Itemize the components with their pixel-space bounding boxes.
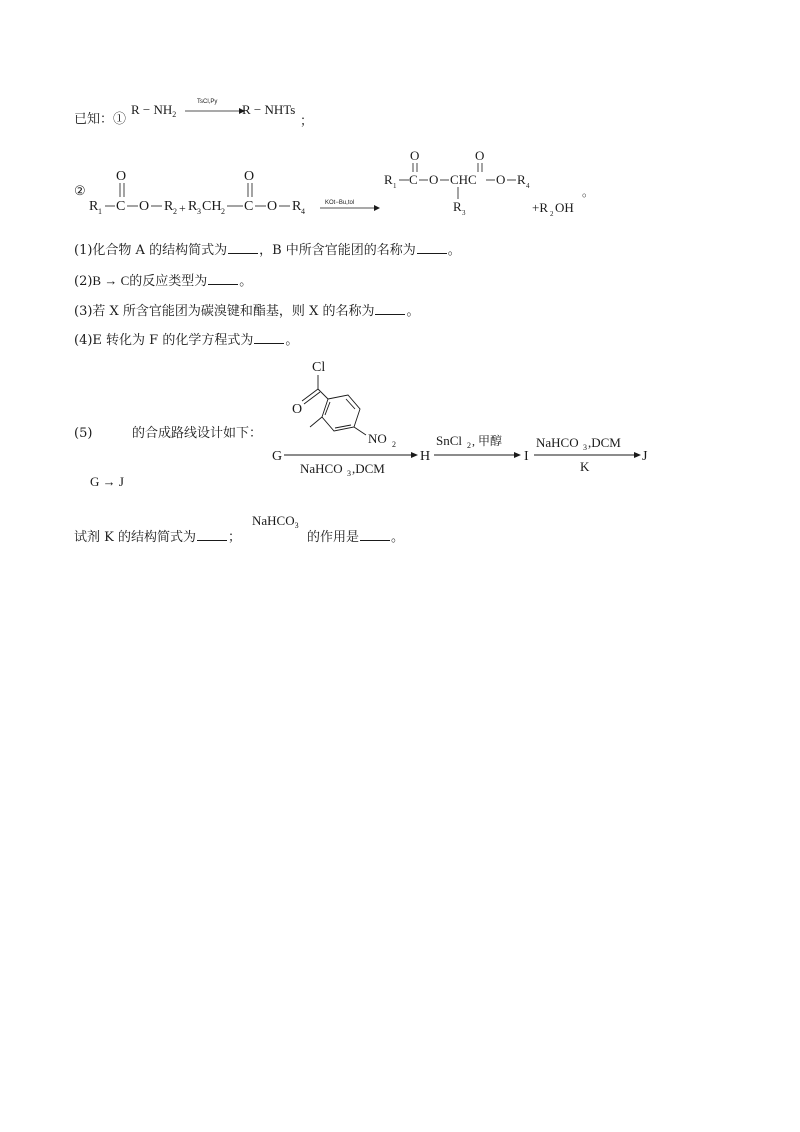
q5-last-text-c: 的作用是 bbox=[307, 530, 360, 545]
r2-O-top-1: O bbox=[116, 169, 127, 184]
r2-R4: R bbox=[292, 199, 302, 214]
r2-byproduct-end: OH bbox=[555, 200, 574, 215]
r2-prod-R1-sub: 1 bbox=[393, 182, 397, 190]
q1-text-a: (1)化合物 A 的结构简式为 bbox=[74, 243, 228, 258]
q1-end: 。 bbox=[447, 243, 461, 258]
question-3 bbox=[74, 303, 419, 320]
answer-blank[interactable] bbox=[197, 529, 227, 541]
step3-above-sub: 3 bbox=[583, 443, 587, 452]
q5-number: (5) bbox=[74, 426, 93, 441]
answer-blank[interactable] bbox=[208, 273, 238, 285]
r2-R1-sub: 1 bbox=[98, 207, 102, 216]
reagent-O: O bbox=[292, 402, 303, 417]
step2-above: SnCl bbox=[436, 433, 463, 448]
r2-CH: CH bbox=[202, 199, 222, 214]
question-4 bbox=[74, 332, 298, 349]
step3-below: K bbox=[580, 459, 590, 474]
r2-C2: C bbox=[244, 199, 254, 214]
r2-prod-R3: R bbox=[453, 199, 462, 214]
reaction-1-reactant bbox=[131, 102, 176, 119]
reaction-1-product: R − NHTs bbox=[242, 102, 296, 117]
answer-blank[interactable] bbox=[375, 303, 405, 315]
step3-above: NaHCO bbox=[536, 435, 579, 450]
step3-above-end: ,DCM bbox=[588, 435, 621, 450]
mark-1: ① bbox=[113, 112, 127, 127]
r2-prod-C1: C bbox=[409, 172, 418, 187]
q5-last-end: 。 bbox=[391, 530, 405, 545]
step1-below-sub: 3 bbox=[347, 469, 351, 478]
route-J: J bbox=[642, 449, 648, 464]
mark-2: ② bbox=[74, 184, 86, 199]
reagent-NO2: NO bbox=[368, 431, 387, 446]
reaction-1-end: ； bbox=[300, 114, 314, 129]
q5-last-text-b: ； bbox=[227, 530, 241, 545]
answer-blank[interactable] bbox=[360, 529, 390, 541]
answer-blank[interactable] bbox=[417, 242, 447, 254]
known-line-1 bbox=[74, 112, 126, 128]
r2-R4-sub: 4 bbox=[301, 207, 305, 216]
r2-O-link-2: O bbox=[267, 199, 278, 214]
reaction-1-reagent: TsCl,Py bbox=[197, 99, 218, 105]
r2-reagent: KOt−Bu,tol bbox=[325, 200, 355, 206]
r2-R2: R bbox=[164, 199, 174, 214]
reagent-Cl: Cl bbox=[312, 360, 326, 375]
reagent-NO2-sub: 2 bbox=[392, 440, 396, 449]
nahco3-sub: 3 bbox=[294, 521, 299, 530]
q5-last-line bbox=[74, 529, 241, 546]
r2-plus: + bbox=[179, 201, 186, 215]
r2-prod-O-link-1: O bbox=[429, 172, 439, 187]
q5-last-text-a: 试剂 K 的结构简式为 bbox=[74, 530, 196, 545]
r2-byproduct: +R bbox=[532, 200, 549, 215]
r2-O-top-2: O bbox=[244, 169, 255, 184]
q4-text: (4)E 转化为 F 的化学方程式为 bbox=[74, 333, 254, 348]
r2-prod-O-top-1: O bbox=[410, 148, 420, 163]
r2-C1: C bbox=[116, 199, 126, 214]
r2-prod-R4-sub: 4 bbox=[526, 182, 530, 190]
amine-text: R − NH bbox=[131, 102, 173, 117]
answer-blank[interactable] bbox=[254, 332, 284, 344]
step1-below-end: ,DCM bbox=[352, 461, 385, 476]
nahco3-label bbox=[252, 513, 299, 530]
r2-prod-R3-sub: 3 bbox=[462, 209, 466, 217]
route-H: H bbox=[420, 449, 431, 464]
r2-prod-R1: R bbox=[384, 172, 393, 187]
step1-below: NaHCO bbox=[300, 461, 343, 476]
r2-CH-sub: 2 bbox=[221, 207, 225, 216]
q5-text: 的合成路线设计如下： bbox=[132, 426, 263, 441]
nahco3-text: NaHCO bbox=[252, 513, 295, 528]
q5-g-to-j: G → J bbox=[90, 474, 124, 489]
r2-prod-O-top-2: O bbox=[475, 148, 485, 163]
r2-O-link-1: O bbox=[139, 199, 150, 214]
r2-R2-sub: 2 bbox=[173, 207, 177, 216]
q3-end: 。 bbox=[406, 304, 420, 319]
q2-formula: B → C bbox=[92, 273, 130, 288]
r2-prod-O-link-2: O bbox=[496, 172, 506, 187]
question-1 bbox=[74, 242, 461, 259]
q4-end: 。 bbox=[285, 333, 299, 348]
answer-blank[interactable] bbox=[228, 242, 258, 254]
reaction-2-scheme bbox=[84, 148, 604, 230]
r2-R1: R bbox=[89, 199, 99, 214]
q1-text-b: ，B 中所含官能团的名称为 bbox=[259, 243, 416, 258]
step2-above-end: , 甲醇 bbox=[472, 434, 503, 448]
q2-end: 。 bbox=[239, 274, 253, 289]
r2-R3: R bbox=[188, 199, 198, 214]
route-G: G bbox=[272, 449, 283, 464]
reaction-1-arrow bbox=[185, 108, 245, 116]
amine-sub: 2 bbox=[172, 110, 177, 119]
step2-above-sub: 2 bbox=[467, 441, 471, 450]
r2-prod-R4: R bbox=[517, 172, 526, 187]
q2-number: (2) bbox=[74, 274, 93, 289]
q2-text: 的反应类型为 bbox=[129, 274, 208, 289]
r2-end: 。 bbox=[582, 185, 595, 199]
question-2 bbox=[74, 273, 252, 290]
r2-byproduct-sub: 2 bbox=[550, 210, 554, 218]
synthesis-route bbox=[270, 425, 660, 478]
q5-last-line-tail bbox=[307, 529, 404, 546]
q3-text: (3)若 X 所含官能团为碳溴键和酯基，则 X 的名称为 bbox=[74, 304, 375, 319]
route-I: I bbox=[524, 449, 529, 464]
r2-R3-sub: 3 bbox=[197, 207, 201, 216]
r2-prod-CHC: CHC bbox=[450, 172, 477, 187]
known-prefix: 已知： bbox=[74, 112, 114, 127]
